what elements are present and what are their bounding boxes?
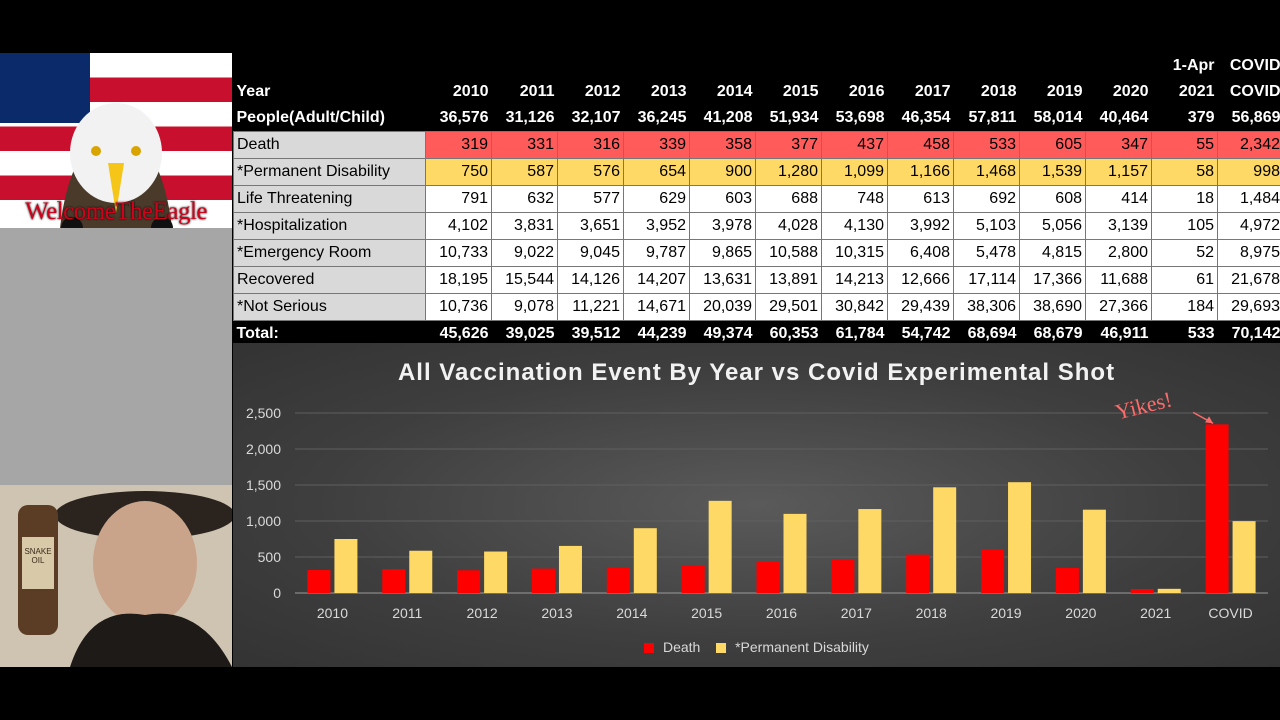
bar-permanent-disability	[858, 509, 881, 593]
table-cell: 3,992	[888, 213, 954, 240]
table-cell: 414	[1086, 186, 1152, 213]
table-cell: 56,869	[1218, 105, 1280, 132]
table-cell: 9,078	[492, 294, 558, 321]
table-cell: 2012	[558, 79, 624, 105]
table-cell: 2011	[492, 79, 558, 105]
table-cell: 692	[954, 186, 1020, 213]
table-cell: 46,354	[888, 105, 954, 132]
table-cell: 68,679	[1020, 321, 1086, 348]
table-cell: 2016	[822, 79, 888, 105]
table-cell	[888, 53, 954, 79]
bar-death	[1131, 589, 1154, 593]
table-cell: 576	[558, 159, 624, 186]
table-cell: 4,102	[426, 213, 492, 240]
x-tick-label: 2020	[1065, 605, 1097, 621]
bar-death	[831, 560, 854, 593]
table-cell: 70,142	[1218, 321, 1280, 348]
table-cell: 14,213	[822, 267, 888, 294]
table-cell: 36,245	[624, 105, 690, 132]
y-tick-label: 500	[257, 549, 281, 565]
bar-death	[382, 569, 405, 593]
bottle-label: SNAKE OIL	[24, 547, 52, 565]
table-cell: 2,800	[1086, 240, 1152, 267]
x-tick-label: COVID	[1208, 605, 1253, 621]
table-cell: 2010	[426, 79, 492, 105]
table-cell: 1,280	[756, 159, 822, 186]
table-cell: 9,787	[624, 240, 690, 267]
table-cell: 57,811	[954, 105, 1020, 132]
table-cell: 31,126	[492, 105, 558, 132]
table-cell: 9,045	[558, 240, 624, 267]
y-tick-label: 1,000	[245, 513, 281, 529]
table-cell	[558, 53, 624, 79]
legend-item-death	[644, 639, 700, 655]
table-cell: 613	[888, 186, 954, 213]
row-label: *Not Serious	[234, 294, 426, 321]
table-cell: 60,353	[756, 321, 822, 348]
table-cell: 46,911	[1086, 321, 1152, 348]
bar-permanent-disability	[334, 539, 357, 593]
legend-swatch-death	[644, 643, 654, 653]
row-label: *Permanent Disability	[234, 159, 426, 186]
table-cell: COVID	[1218, 79, 1280, 105]
table-cell: 8,975	[1218, 240, 1280, 267]
legend-label-permanent-disability: *Permanent Disability	[735, 639, 869, 655]
table-cell: 29,439	[888, 294, 954, 321]
row-label	[234, 53, 426, 79]
table-cell: 339	[624, 132, 690, 159]
table-cell: 1,484	[1218, 186, 1280, 213]
table-cell: 14,671	[624, 294, 690, 321]
header-row-year	[234, 79, 1280, 105]
bar-permanent-disability	[709, 501, 732, 593]
table-cell: 17,366	[1020, 267, 1086, 294]
bar-permanent-disability	[559, 546, 582, 593]
table-cell: 1,539	[1020, 159, 1086, 186]
table-cell: 4,130	[822, 213, 888, 240]
bar-death	[757, 562, 780, 593]
bar-death	[457, 570, 480, 593]
bar-death	[906, 555, 929, 593]
bar-permanent-disability	[933, 487, 956, 593]
x-tick-label: 2010	[316, 605, 349, 621]
table-cell: 21,678	[1218, 267, 1280, 294]
table-cell: 2014	[690, 79, 756, 105]
table-cell: 20,039	[690, 294, 756, 321]
table-cell: 603	[690, 186, 756, 213]
table-cell: 4,972	[1218, 213, 1280, 240]
bar-permanent-disability	[1233, 521, 1256, 593]
table-cell: 688	[756, 186, 822, 213]
table-cell: 27,366	[1086, 294, 1152, 321]
row-label: Death	[234, 132, 426, 159]
table-row	[234, 267, 1280, 294]
table-cell: 533	[954, 132, 1020, 159]
table-cell: 36,576	[426, 105, 492, 132]
y-tick-label: 0	[273, 585, 281, 601]
table-row	[234, 186, 1280, 213]
bar-death	[607, 567, 630, 593]
table-cell: 629	[624, 186, 690, 213]
table-cell: 2017	[888, 79, 954, 105]
x-tick-label: 2011	[392, 605, 423, 621]
table-cell: 577	[558, 186, 624, 213]
table-cell: 2015	[756, 79, 822, 105]
bar-death	[1056, 568, 1079, 593]
table-cell: 18,195	[426, 267, 492, 294]
table-cell	[690, 53, 756, 79]
table-cell: 2,342	[1218, 132, 1280, 159]
table-cell: 44,239	[624, 321, 690, 348]
bar-permanent-disability	[1083, 510, 1106, 593]
legend-swatch-permanent-disability	[716, 643, 726, 653]
table-cell: 379	[1152, 105, 1218, 132]
table-cell: 11,221	[558, 294, 624, 321]
header-row-date	[234, 53, 1280, 79]
table-cell: 54,742	[888, 321, 954, 348]
x-tick-label: 2018	[915, 605, 947, 621]
table-cell: 13,631	[690, 267, 756, 294]
table-cell: 654	[624, 159, 690, 186]
y-tick-label: 2,500	[245, 405, 281, 421]
x-tick-label: 2013	[541, 605, 573, 621]
table-cell: 14,126	[558, 267, 624, 294]
table-cell	[492, 53, 558, 79]
table-cell: 39,512	[558, 321, 624, 348]
table-cell: 9,865	[690, 240, 756, 267]
table-cell: 900	[690, 159, 756, 186]
bar-death	[682, 566, 705, 593]
table-cell: 1-Apr	[1152, 53, 1218, 79]
bar-permanent-disability	[1008, 482, 1031, 593]
eagle-caption: WelcomeTheEagle	[24, 198, 208, 225]
table-cell: 791	[426, 186, 492, 213]
table-cell: 1,157	[1086, 159, 1152, 186]
bar-death	[1206, 424, 1229, 593]
x-tick-label: 2012	[466, 605, 498, 621]
table-cell: 17,114	[954, 267, 1020, 294]
table-row	[234, 240, 1280, 267]
table-cell: 748	[822, 186, 888, 213]
table-row	[234, 132, 1280, 159]
table-cell	[1086, 53, 1152, 79]
legend-item-permanent-disability	[716, 639, 869, 655]
table-cell: 105	[1152, 213, 1218, 240]
x-tick-label: 2015	[691, 605, 723, 621]
table-cell: 5,056	[1020, 213, 1086, 240]
table-row	[234, 159, 1280, 186]
table-cell: 1,166	[888, 159, 954, 186]
table-cell: 53,698	[822, 105, 888, 132]
table-cell: 458	[888, 132, 954, 159]
table-cell: 29,693	[1218, 294, 1280, 321]
table-cell: 13,891	[756, 267, 822, 294]
x-tick-label: 2019	[990, 605, 1022, 621]
table-cell	[822, 53, 888, 79]
table-cell: 3,978	[690, 213, 756, 240]
chart-panel	[233, 343, 1280, 667]
table-cell: 38,306	[954, 294, 1020, 321]
x-tick-label: 2014	[616, 605, 648, 621]
x-tick-label: 2017	[840, 605, 872, 621]
table-cell: 4,028	[756, 213, 822, 240]
man-with-bottle-image	[0, 485, 232, 667]
bar-death	[981, 549, 1004, 593]
table-cell: 30,842	[822, 294, 888, 321]
bar-permanent-disability	[634, 528, 657, 593]
row-label: Recovered	[234, 267, 426, 294]
table-cell: 29,501	[756, 294, 822, 321]
data-table	[233, 53, 1280, 347]
table-cell: 51,934	[756, 105, 822, 132]
table-cell: 2013	[624, 79, 690, 105]
table-cell: 3,139	[1086, 213, 1152, 240]
bar-death	[307, 570, 330, 593]
snake-oil-photo	[0, 485, 232, 667]
table-cell: 998	[1218, 159, 1280, 186]
table-cell: 632	[492, 186, 558, 213]
table-cell: 49,374	[690, 321, 756, 348]
table-cell: 38,690	[1020, 294, 1086, 321]
table-cell: 52	[1152, 240, 1218, 267]
table-cell: 437	[822, 132, 888, 159]
bar-permanent-disability	[1158, 589, 1181, 593]
chart-legend	[233, 639, 1280, 655]
table-cell: 40,464	[1086, 105, 1152, 132]
table-cell: 184	[1152, 294, 1218, 321]
table-cell: 358	[690, 132, 756, 159]
x-tick-label: 2016	[765, 605, 798, 621]
table-cell: 9,022	[492, 240, 558, 267]
bar-permanent-disability	[409, 551, 432, 593]
bar-permanent-disability	[784, 514, 807, 593]
table-cell: 605	[1020, 132, 1086, 159]
table-cell: 55	[1152, 132, 1218, 159]
table-cell: 5,478	[954, 240, 1020, 267]
table-cell: 68,694	[954, 321, 1020, 348]
table-cell: 6,408	[888, 240, 954, 267]
table-cell: 1,099	[822, 159, 888, 186]
table-cell: 18	[1152, 186, 1218, 213]
data-table-panel	[233, 53, 1280, 343]
y-tick-label: 1,500	[245, 477, 281, 493]
table-cell: 32,107	[558, 105, 624, 132]
y-tick-label: 2,000	[245, 441, 281, 457]
table-cell: 3,952	[624, 213, 690, 240]
table-cell: 750	[426, 159, 492, 186]
table-cell	[954, 53, 1020, 79]
bar-death	[532, 569, 555, 593]
x-tick-label: 2021	[1140, 605, 1172, 621]
chart-title: All Vaccination Event By Year vs Covid Experimental Shot	[397, 359, 1116, 386]
table-cell: 45,626	[426, 321, 492, 348]
table-cell: 14,207	[624, 267, 690, 294]
table-cell: 12,666	[888, 267, 954, 294]
row-label: People(Adult/Child)	[234, 105, 426, 132]
table-cell: 331	[492, 132, 558, 159]
table-cell: 61,784	[822, 321, 888, 348]
table-cell: 39,025	[492, 321, 558, 348]
table-cell: 61	[1152, 267, 1218, 294]
table-row	[234, 213, 1280, 240]
table-cell: 41,208	[690, 105, 756, 132]
table-cell: 2021	[1152, 79, 1218, 105]
table-cell: 587	[492, 159, 558, 186]
row-label: Life Threatening	[234, 186, 426, 213]
table-cell	[756, 53, 822, 79]
table-cell: 1,468	[954, 159, 1020, 186]
legend-label-death: Death	[662, 639, 701, 655]
table-cell	[624, 53, 690, 79]
table-cell: 347	[1086, 132, 1152, 159]
table-row	[234, 294, 1280, 321]
table-cell: 3,651	[558, 213, 624, 240]
table-cell: 11,688	[1086, 267, 1152, 294]
header-row-people	[234, 105, 1280, 132]
bar-chart	[233, 343, 1280, 667]
table-cell: 608	[1020, 186, 1086, 213]
row-label: Year	[234, 79, 426, 105]
table-cell: 533	[1152, 321, 1218, 348]
table-cell: 10,736	[426, 294, 492, 321]
eagle-flag-image	[0, 53, 232, 228]
table-cell: 15,544	[492, 267, 558, 294]
row-label: *Hospitalization	[234, 213, 426, 240]
row-label: Total:	[234, 321, 426, 348]
table-cell: COVID	[1218, 53, 1280, 79]
table-cell: 2018	[954, 79, 1020, 105]
table-cell: 316	[558, 132, 624, 159]
table-cell: 377	[756, 132, 822, 159]
bar-permanent-disability	[484, 552, 507, 593]
chart-annotation: Yikes!	[1112, 386, 1175, 425]
row-label: *Emergency Room	[234, 240, 426, 267]
table-cell	[1020, 53, 1086, 79]
table-cell	[426, 53, 492, 79]
table-cell: 58,014	[1020, 105, 1086, 132]
table-cell: 10,315	[822, 240, 888, 267]
table-cell: 58	[1152, 159, 1218, 186]
table-cell: 2019	[1020, 79, 1086, 105]
table-cell: 10,588	[756, 240, 822, 267]
table-cell: 10,733	[426, 240, 492, 267]
table-cell: 3,831	[492, 213, 558, 240]
table-cell: 5,103	[954, 213, 1020, 240]
table-cell: 319	[426, 132, 492, 159]
table-cell: 2020	[1086, 79, 1152, 105]
table-cell: 4,815	[1020, 240, 1086, 267]
